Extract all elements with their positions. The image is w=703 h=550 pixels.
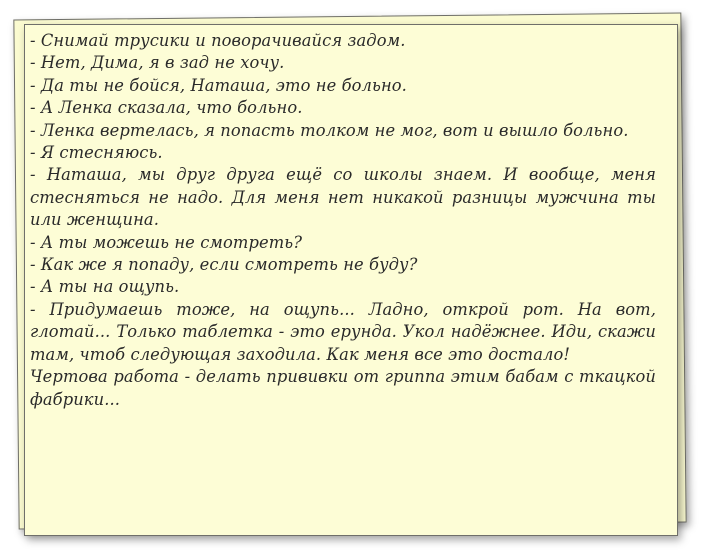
dialogue-line-10: - А ты на ощупь.	[30, 277, 180, 297]
dialogue-line-2: - Нет, Дима, я в зад не хочу.	[30, 53, 285, 73]
dialogue-line-9: - Как же я попаду, если смотреть не буду?	[30, 255, 418, 275]
dialogue-line-5: - Ленка вертелась, я попасть толком не мог, вот и вышло больно.	[30, 120, 629, 140]
dialogue-line-8: - А ты можешь не смотреть?	[30, 232, 303, 252]
dialogue-line-1: - Снимай трусики и поворачивайся задом.	[30, 31, 406, 50]
dialogue-line-3: - Да ты не бойся, Наташа, это не больно.	[30, 75, 407, 95]
dialogue-line-6: - Я стесняюсь.	[30, 143, 163, 163]
dialogue-line-7: - Наташа, мы друг друга ещё со школы знаем. И вообще, меня стесняться не надо. Для меня нет никакой разницы мужчина ты или женщина.	[30, 165, 656, 230]
closing-line: Чертова работа - делать прививки от гриппа этим бабам с ткацкой фабрики...	[30, 367, 656, 409]
dialogue-line-11: - Придумаешь тоже, на ощупь... Ладно, открой рот. На вот, глотай... Только таблетка - это ерунда. Укол надёжнее. Иди, скажи там, чтоб следующая заходила. Как меня все это достало!	[30, 299, 656, 364]
joke-text	[30, 30, 656, 411]
dialogue-line-4: - А Ленка сказала, что больно.	[30, 98, 303, 118]
